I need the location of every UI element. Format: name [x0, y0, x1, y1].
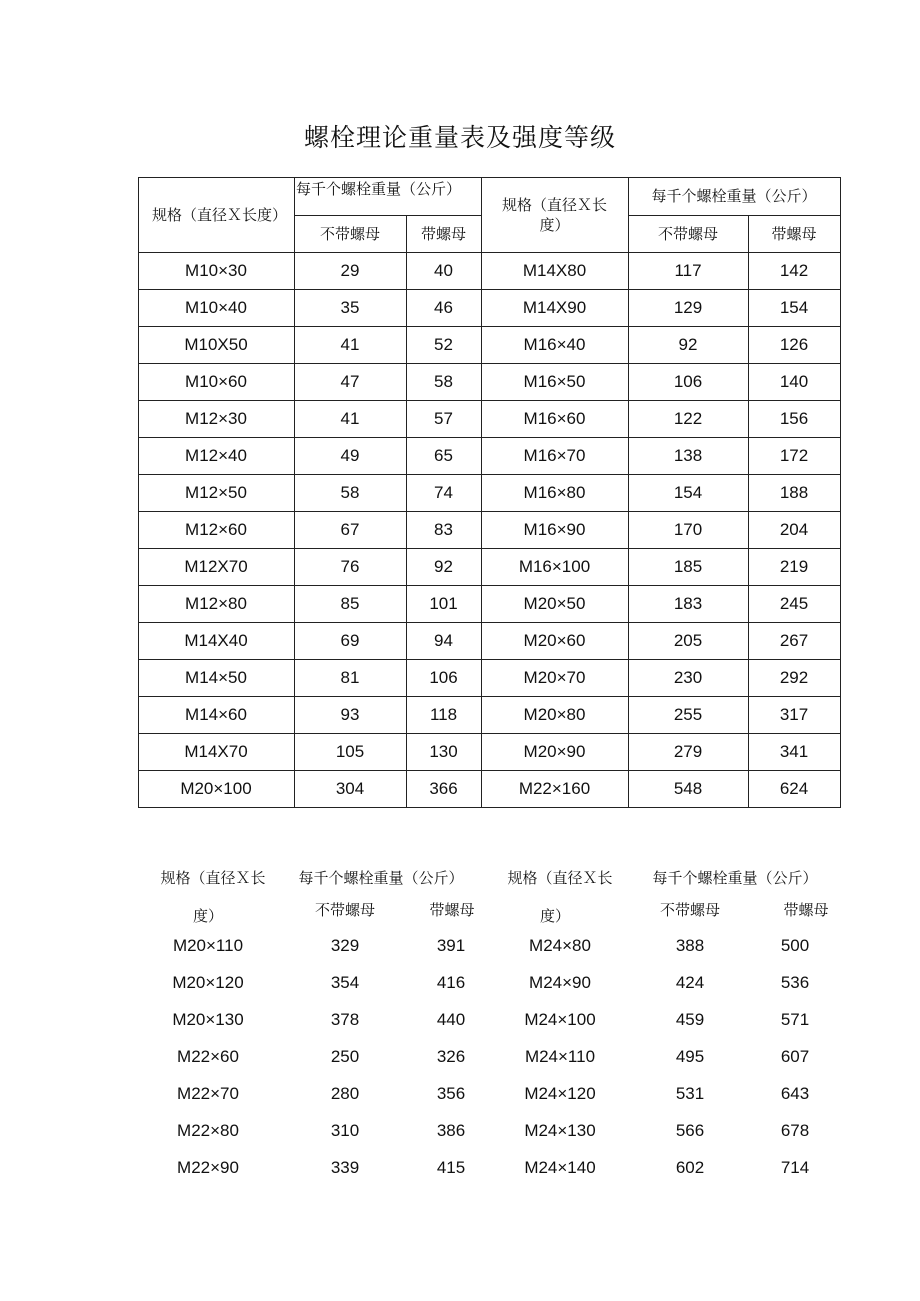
with-nut-weight-cell: 571: [780, 1010, 810, 1029]
spec-cell: M14X90: [522, 297, 587, 317]
no-nut-weight-cell: 58: [340, 482, 360, 502]
with-nut-weight-cell: 106: [429, 667, 458, 687]
no-nut-weight-cell: 106: [673, 371, 703, 391]
with-nut-weight-cell: 172: [779, 445, 809, 465]
no-nut-weight-cell: 329: [330, 936, 360, 955]
no-nut-weight-cell: 280: [330, 1084, 360, 1103]
no-nut-weight-cell: 49: [340, 445, 360, 465]
table-col-divider: [840, 177, 841, 808]
spec-cell: M12×30: [185, 408, 247, 428]
with-nut-column-header: 带螺母: [429, 901, 475, 919]
with-nut-weight-cell: 83: [434, 519, 453, 539]
weight-column-header: 每千个螺栓重量（公斤）: [652, 869, 818, 887]
with-nut-weight-cell: 140: [779, 371, 809, 391]
no-nut-weight-cell: 47: [340, 371, 360, 391]
no-nut-weight-cell: 154: [673, 482, 703, 502]
spec-cell: M22×90: [177, 1158, 239, 1177]
no-nut-weight-cell: 69: [340, 630, 360, 650]
spec-cell: M14×50: [185, 667, 247, 687]
spec-cell: M20×80: [523, 704, 586, 724]
with-nut-weight-cell: 74: [434, 482, 453, 502]
with-nut-weight-cell: 500: [780, 936, 810, 955]
spec-cell: M16×50: [523, 371, 586, 391]
with-nut-weight-cell: 536: [780, 973, 810, 992]
spec-column-header: 规格（直径Ｘ长: [507, 869, 613, 887]
no-nut-weight-cell: 354: [330, 973, 360, 992]
with-nut-weight-cell: 607: [780, 1047, 810, 1066]
spec-cell: M20×90: [523, 741, 586, 761]
with-nut-weight-cell: 156: [779, 408, 809, 428]
spec-column-header-cont: 度）: [192, 907, 223, 925]
no-nut-weight-cell: 183: [673, 593, 703, 613]
with-nut-weight-cell: 101: [429, 593, 458, 613]
spec-cell: M12×50: [185, 482, 247, 502]
no-nut-weight-cell: 255: [673, 704, 703, 724]
spec-cell: M14×60: [185, 704, 247, 724]
no-nut-weight-cell: 279: [673, 741, 703, 761]
with-nut-weight-cell: 416: [436, 973, 466, 992]
weight-column-header: 每千个螺栓重量（公斤）: [296, 180, 462, 198]
spec-cell: M16×40: [523, 334, 586, 354]
spec-cell: M12×60: [185, 519, 247, 539]
page-title: 螺栓理论重量表及强度等级: [303, 123, 616, 152]
no-nut-weight-cell: 67: [340, 519, 360, 539]
with-nut-weight-cell: 366: [429, 778, 458, 798]
with-nut-weight-cell: 142: [779, 260, 809, 280]
spec-column-header: 规格（直径Ｘ长度）: [501, 195, 607, 234]
spec-cell: M16×60: [523, 408, 586, 428]
with-nut-weight-cell: 440: [436, 1010, 466, 1029]
with-nut-weight-cell: 126: [779, 334, 809, 354]
with-nut-weight-cell: 94: [434, 630, 453, 650]
weight-column-header: 每千个螺栓重量（公斤）: [651, 187, 817, 205]
with-nut-weight-cell: 57: [434, 408, 453, 428]
no-nut-weight-cell: 170: [673, 519, 703, 539]
spec-cell: M20×70: [523, 667, 586, 687]
no-nut-column-header: 不带螺母: [314, 901, 375, 919]
spec-cell: M24×80: [529, 936, 591, 955]
spec-cell: M14X40: [184, 630, 248, 650]
no-nut-weight-cell: 29: [340, 260, 360, 280]
with-nut-weight-cell: 219: [779, 556, 809, 576]
with-nut-weight-cell: 154: [779, 297, 809, 317]
spec-column-header: 规格（直径Ｘ长: [160, 869, 266, 887]
spec-cell: M14X80: [522, 260, 587, 280]
no-nut-column-header: 不带螺母: [657, 224, 718, 243]
no-nut-column-header: 不带螺母: [319, 224, 380, 243]
spec-cell: M22×80: [177, 1121, 239, 1140]
no-nut-weight-cell: 388: [675, 936, 705, 955]
no-nut-weight-cell: 129: [673, 297, 703, 317]
spec-cell: M10×30: [185, 260, 247, 280]
spec-cell: M20×110: [172, 936, 244, 955]
spec-cell: M24×120: [524, 1084, 596, 1103]
with-nut-weight-cell: 317: [779, 704, 809, 724]
spec-cell: M20×120: [172, 973, 244, 992]
with-nut-weight-cell: 391: [436, 936, 466, 955]
spec-cell: M12×80: [185, 593, 247, 613]
spec-cell: M20×130: [172, 1010, 244, 1029]
spec-cell: M20×60: [523, 630, 586, 650]
no-nut-weight-cell: 185: [673, 556, 703, 576]
with-nut-weight-cell: 341: [779, 741, 809, 761]
no-nut-weight-cell: 76: [340, 556, 360, 576]
spec-column-header: 规格（直径Ｘ长度）: [152, 205, 288, 224]
spec-column-header-cont: 度）: [539, 907, 570, 925]
no-nut-weight-cell: 117: [674, 260, 702, 280]
spec-cell: M22×160: [518, 778, 591, 798]
spec-cell: M12X70: [184, 556, 248, 576]
with-nut-weight-cell: 292: [779, 667, 809, 687]
no-nut-weight-cell: 85: [340, 593, 360, 613]
with-nut-weight-cell: 624: [779, 778, 809, 798]
with-nut-weight-cell: 356: [436, 1084, 466, 1103]
with-nut-weight-cell: 326: [436, 1047, 466, 1066]
no-nut-weight-cell: 304: [335, 778, 365, 798]
no-nut-weight-cell: 459: [675, 1010, 705, 1029]
with-nut-weight-cell: 65: [434, 445, 453, 465]
no-nut-weight-cell: 122: [673, 408, 703, 428]
no-nut-weight-cell: 41: [340, 408, 360, 428]
with-nut-column-header: 带螺母: [420, 224, 466, 243]
with-nut-column-header: 带螺母: [771, 224, 817, 243]
spec-cell: M10×60: [185, 371, 247, 391]
no-nut-weight-cell: 93: [340, 704, 360, 724]
no-nut-weight-cell: 205: [673, 630, 703, 650]
with-nut-weight-cell: 40: [434, 260, 453, 280]
no-nut-weight-cell: 81: [340, 667, 360, 687]
spec-cell: M16×70: [523, 445, 586, 465]
weight-column-header: 每千个螺栓重量（公斤）: [298, 869, 464, 887]
with-nut-weight-cell: 92: [434, 556, 453, 576]
spec-cell: M24×110: [524, 1047, 596, 1066]
no-nut-weight-cell: 531: [675, 1084, 705, 1103]
spec-cell: M16×90: [523, 519, 586, 539]
no-nut-weight-cell: 566: [675, 1121, 705, 1140]
spec-cell: M14X70: [184, 741, 248, 761]
with-nut-weight-cell: 204: [779, 519, 809, 539]
no-nut-weight-cell: 230: [673, 667, 703, 687]
spec-cell: M22×60: [177, 1047, 239, 1066]
spec-cell: M10X50: [184, 334, 248, 354]
spec-cell: M16×100: [518, 556, 591, 576]
spec-cell: M16×80: [523, 482, 586, 502]
with-nut-weight-cell: 52: [434, 334, 453, 354]
no-nut-weight-cell: 424: [675, 973, 705, 992]
with-nut-weight-cell: 46: [434, 297, 453, 317]
no-nut-weight-cell: 41: [340, 334, 360, 354]
spec-cell: M24×90: [529, 973, 591, 992]
no-nut-weight-cell: 105: [335, 741, 365, 761]
no-nut-weight-cell: 602: [675, 1158, 705, 1177]
no-nut-weight-cell: 310: [330, 1121, 360, 1140]
no-nut-weight-cell: 138: [673, 445, 703, 465]
with-nut-weight-cell: 245: [779, 593, 809, 613]
spec-cell: M22×70: [177, 1084, 239, 1103]
no-nut-weight-cell: 35: [340, 297, 360, 317]
with-nut-weight-cell: 58: [434, 371, 453, 391]
spec-cell: M12×40: [185, 445, 247, 465]
spec-cell: M24×140: [524, 1158, 596, 1177]
no-nut-weight-cell: 339: [330, 1158, 360, 1177]
with-nut-weight-cell: 386: [436, 1121, 466, 1140]
with-nut-column-header: 带螺母: [783, 901, 829, 919]
with-nut-weight-cell: 188: [779, 482, 809, 502]
no-nut-weight-cell: 250: [330, 1047, 360, 1066]
with-nut-weight-cell: 678: [780, 1121, 810, 1140]
no-nut-weight-cell: 378: [330, 1010, 360, 1029]
with-nut-weight-cell: 267: [779, 630, 809, 650]
spec-cell: M20×50: [523, 593, 586, 613]
spec-cell: M10×40: [185, 297, 247, 317]
with-nut-weight-cell: 130: [429, 741, 458, 761]
with-nut-weight-cell: 415: [436, 1158, 466, 1177]
with-nut-weight-cell: 714: [780, 1158, 810, 1177]
with-nut-weight-cell: 118: [429, 704, 458, 724]
spec-cell: M20×100: [180, 778, 252, 798]
no-nut-weight-cell: 548: [673, 778, 703, 798]
spec-cell: M24×100: [524, 1010, 596, 1029]
no-nut-column-header: 不带螺母: [659, 901, 720, 919]
no-nut-weight-cell: 495: [675, 1047, 705, 1066]
spec-cell: M24×130: [524, 1121, 596, 1140]
no-nut-weight-cell: 92: [678, 334, 698, 354]
with-nut-weight-cell: 643: [780, 1084, 810, 1103]
table-border-bottom: [138, 807, 841, 808]
